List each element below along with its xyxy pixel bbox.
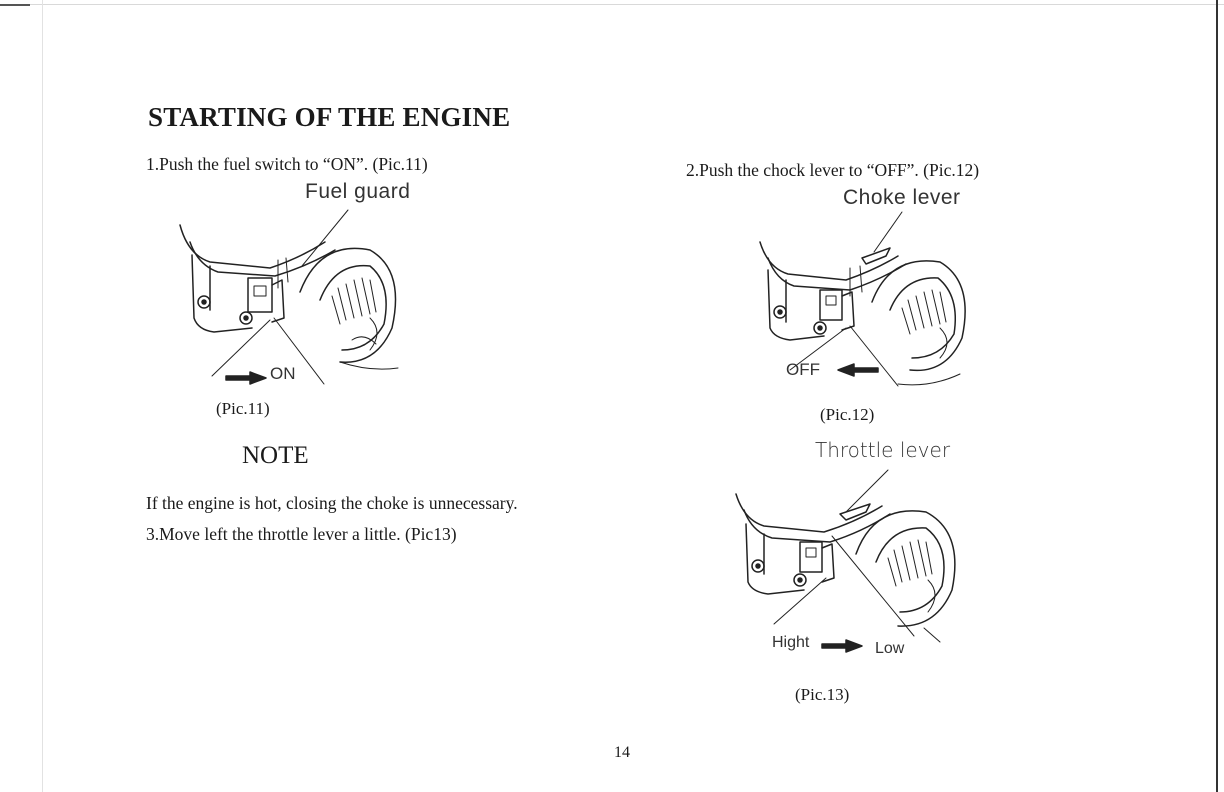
throttle-lever-illustration: [728, 466, 968, 656]
page-top-edge: [0, 4, 1224, 5]
note-text: If the engine is hot, closing the choke is unnecessary.: [146, 493, 518, 513]
high-position-label: Hight: [772, 634, 810, 651]
on-position-label: ON: [270, 364, 296, 383]
pic-12-caption: (Pic.12): [820, 405, 875, 424]
choke-lever-illustration: [750, 210, 980, 390]
page-number: 14: [614, 744, 630, 761]
fuel-switch-illustration: [170, 200, 410, 390]
page-left-edge: [42, 0, 43, 792]
choke-lever-label: Choke lever: [843, 186, 961, 209]
step-2-text: 2.Push the chock lever to “OFF”. (Pic.12): [686, 160, 980, 180]
pic-11-caption: (Pic.11): [216, 399, 270, 418]
pic-13-caption: (Pic.13): [795, 685, 850, 704]
page-corner-mark: [0, 4, 30, 6]
throttle-lever-label: Throttle lever: [815, 438, 951, 462]
low-position-label: Low: [875, 640, 905, 657]
note-heading: NOTE: [242, 442, 309, 469]
page-heading: STARTING OF THE ENGINE: [148, 102, 511, 132]
off-position-label: OFF: [786, 360, 820, 379]
step-1-text: 1.Push the fuel switch to “ON”. (Pic.11): [146, 154, 428, 174]
fuel-guard-label: Fuel guard: [305, 180, 411, 203]
step-3-text: 3.Move left the throttle lever a little. (Pic13): [146, 524, 457, 544]
page-right-edge: [1216, 0, 1218, 792]
